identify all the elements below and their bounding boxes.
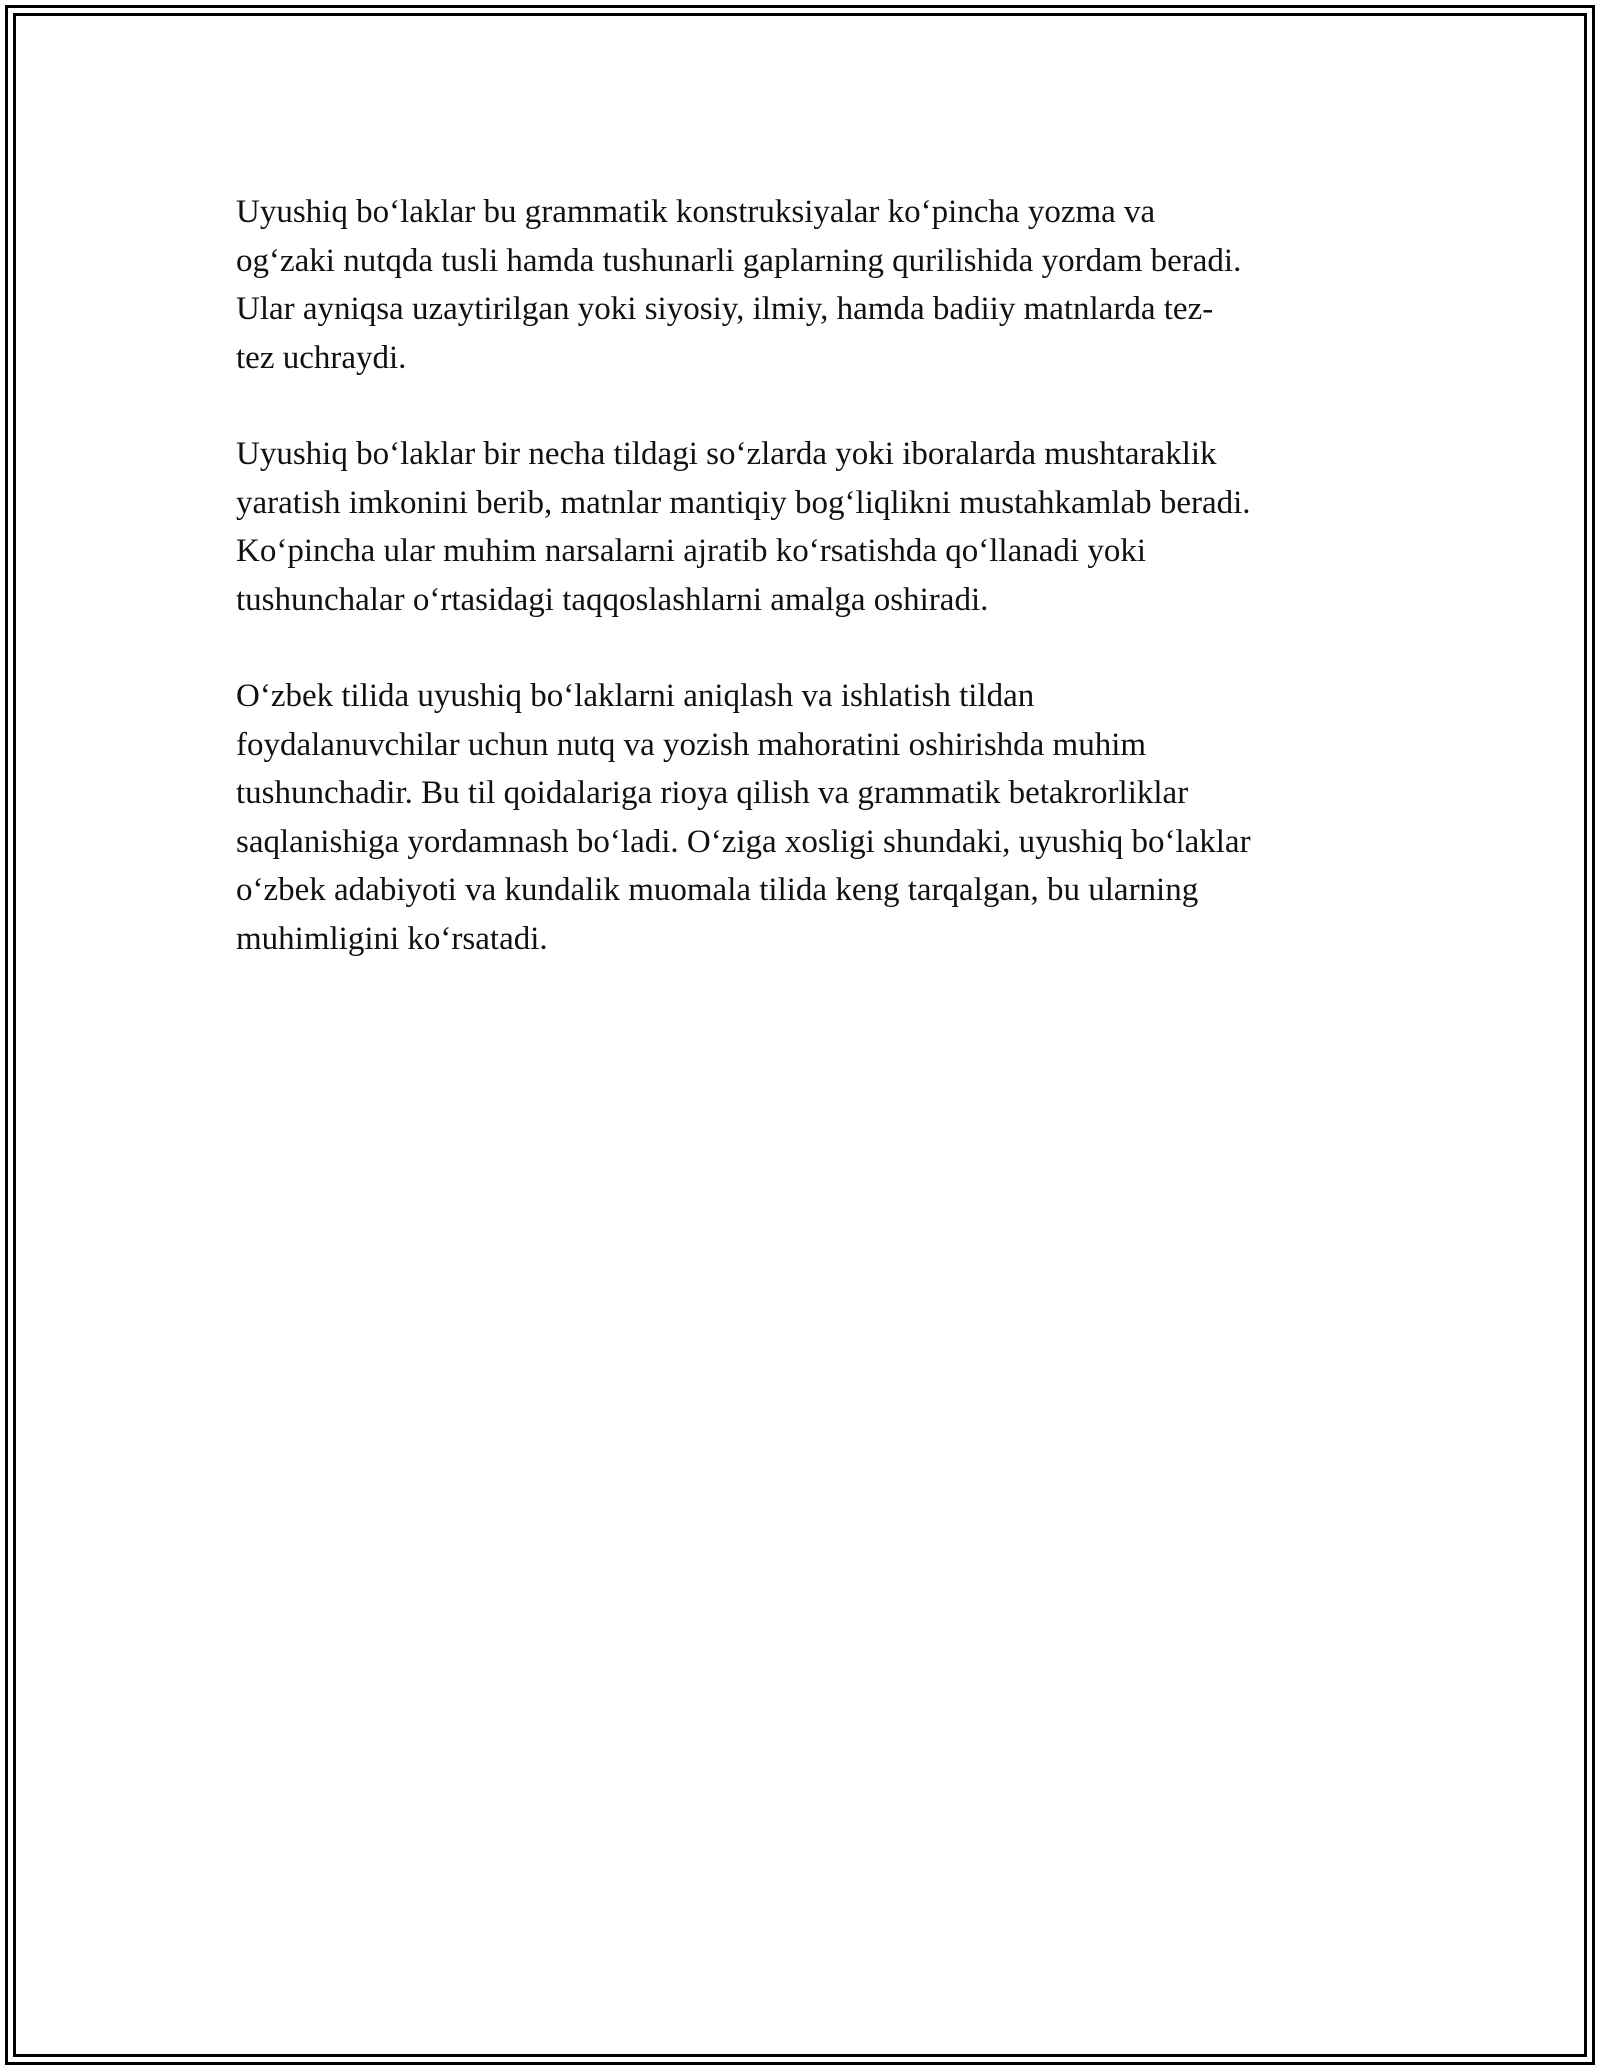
text-line: muhimligini ko‘rsatadi. (236, 920, 548, 957)
text-line: tushunchalar o‘rtasidagi taqqoslashlarni amalga oshiradi. (236, 581, 989, 618)
text-line: Ko‘pincha ular muhim narsalarni ajratib ko‘rsatishda qo‘llanadi yoki (236, 533, 1146, 569)
text-line: saqlanishiga yordamnash bo‘ladi. O‘ziga xosligi shundaki, uyushiq bo‘laklar (236, 823, 1251, 860)
paragraph-2 (236, 430, 1366, 624)
text-line: Uyushiq bo‘laklar bir necha tildagi so‘zlarda yoki iboralarda mushtaraklik (236, 436, 1217, 472)
document-body (236, 188, 1366, 1011)
paragraph-1 (236, 188, 1366, 382)
text-line: tez uchraydi. (236, 339, 407, 376)
text-line: tushunchadir. Bu til qoidalariga rioya qilish va grammatik betakrorliklar (236, 775, 1189, 811)
text-line: O‘zbek tilida uyushiq bo‘laklarni aniqlash va ishlatish tildan (236, 678, 1035, 714)
text-line: foydalanuvchilar uchun nutq va yozish mahoratini oshirishda muhim (236, 726, 1147, 763)
text-line: o‘zbek adabiyoti va kundalik muomala tilida keng tarqalgan, bu ularning (236, 872, 1199, 908)
text-line: og‘zaki nutqda tusli hamda tushunarli gaplarning qurilishida yordam beradi. (236, 242, 1242, 279)
text-line: Uyushiq bo‘laklar bu grammatik konstruksiyalar ko‘pincha yozma va (236, 194, 1156, 230)
text-line: Ular ayniqsa uzaytirilgan yoki siyosiy, ilmiy, hamda badiiy matnlarda tez- (236, 291, 1214, 327)
text-line: yaratish imkonini berib, matnlar mantiqiy bog‘liqlikni mustahkamlab beradi. (236, 484, 1251, 521)
paragraph-3 (236, 672, 1366, 963)
